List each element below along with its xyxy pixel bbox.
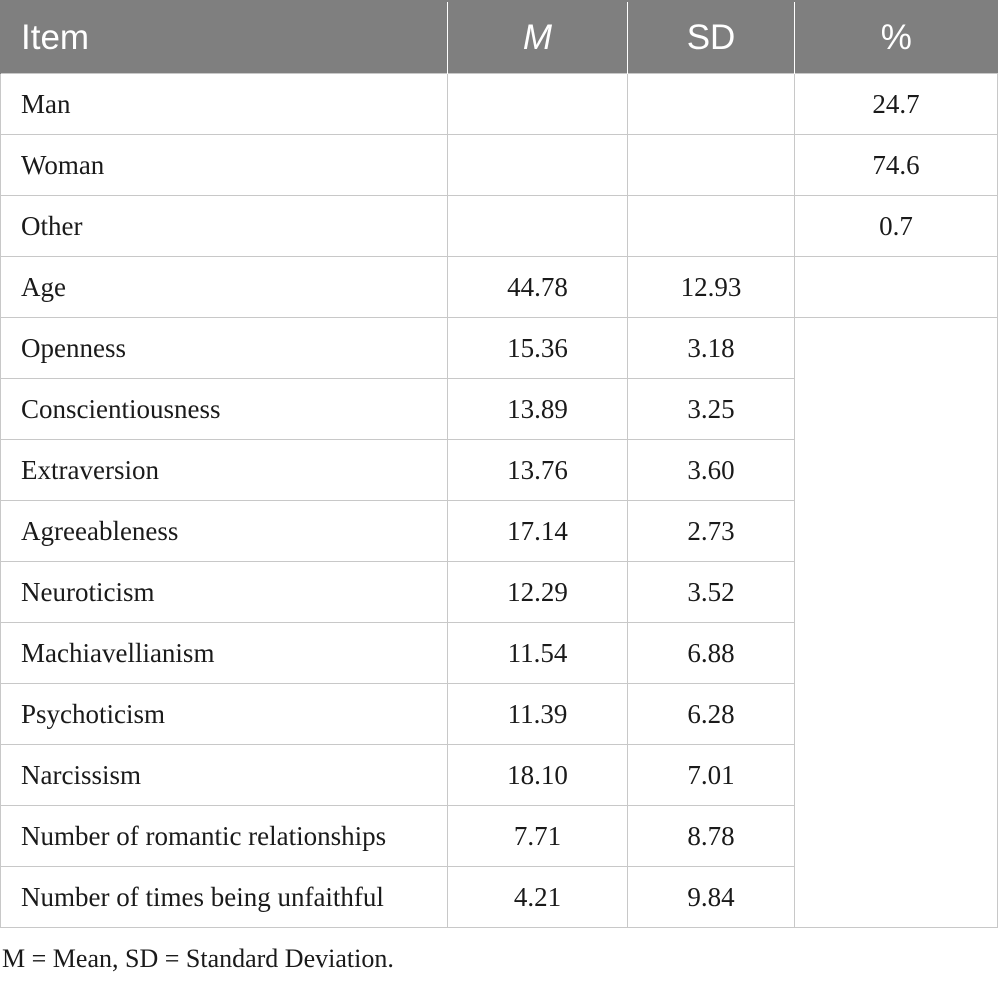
table-row [1, 135, 998, 196]
row-item: Number of romantic relationships [1, 806, 448, 867]
row-item: Age [1, 257, 448, 318]
row-sd: 12.93 [628, 257, 795, 318]
row-sd: 3.25 [628, 379, 795, 440]
row-item: Number of times being unfaithful [1, 867, 448, 928]
header-mean: M [448, 1, 628, 74]
row-sd: 6.88 [628, 623, 795, 684]
table-footnote: M = Mean, SD = Standard Deviation. [2, 944, 394, 973]
row-item: Psychoticism [1, 684, 448, 745]
row-item: Conscientiousness [1, 379, 448, 440]
table-row [1, 257, 998, 318]
row-sd [628, 196, 795, 257]
row-item: Narcissism [1, 745, 448, 806]
row-sd: 7.01 [628, 745, 795, 806]
row-item: Woman [1, 135, 448, 196]
row-item: Man [1, 74, 448, 135]
row-mean: 44.78 [448, 257, 628, 318]
table-row [1, 318, 998, 379]
row-item: Agreeableness [1, 501, 448, 562]
header-percent: % [795, 1, 998, 74]
row-sd: 8.78 [628, 806, 795, 867]
row-mean: 11.39 [448, 684, 628, 745]
row-sd [628, 135, 795, 196]
row-item: Machiavellianism [1, 623, 448, 684]
row-sd: 2.73 [628, 501, 795, 562]
row-percent: 74.6 [795, 135, 998, 196]
row-mean: 13.89 [448, 379, 628, 440]
row-item: Other [1, 196, 448, 257]
header-row [1, 1, 998, 74]
row-mean: 17.14 [448, 501, 628, 562]
row-sd: 3.18 [628, 318, 795, 379]
row-mean [448, 196, 628, 257]
row-sd [628, 74, 795, 135]
row-sd: 3.60 [628, 440, 795, 501]
table-row [1, 196, 998, 257]
row-mean: 7.71 [448, 806, 628, 867]
header-item: Item [1, 1, 448, 74]
row-mean: 15.36 [448, 318, 628, 379]
row-mean: 13.76 [448, 440, 628, 501]
row-mean: 12.29 [448, 562, 628, 623]
row-item: Openness [1, 318, 448, 379]
row-item: Neuroticism [1, 562, 448, 623]
row-percent [795, 257, 998, 318]
row-sd: 3.52 [628, 562, 795, 623]
row-sd: 9.84 [628, 867, 795, 928]
header-sd: SD [628, 1, 795, 74]
row-mean [448, 135, 628, 196]
row-mean: 18.10 [448, 745, 628, 806]
row-sd: 6.28 [628, 684, 795, 745]
row-mean: 11.54 [448, 623, 628, 684]
row-percent: 24.7 [795, 74, 998, 135]
row-mean: 4.21 [448, 867, 628, 928]
row-item: Extraversion [1, 440, 448, 501]
row-mean [448, 74, 628, 135]
row-percent: 0.7 [795, 196, 998, 257]
table-row [1, 74, 998, 135]
percent-merged-empty-cell [795, 318, 998, 928]
